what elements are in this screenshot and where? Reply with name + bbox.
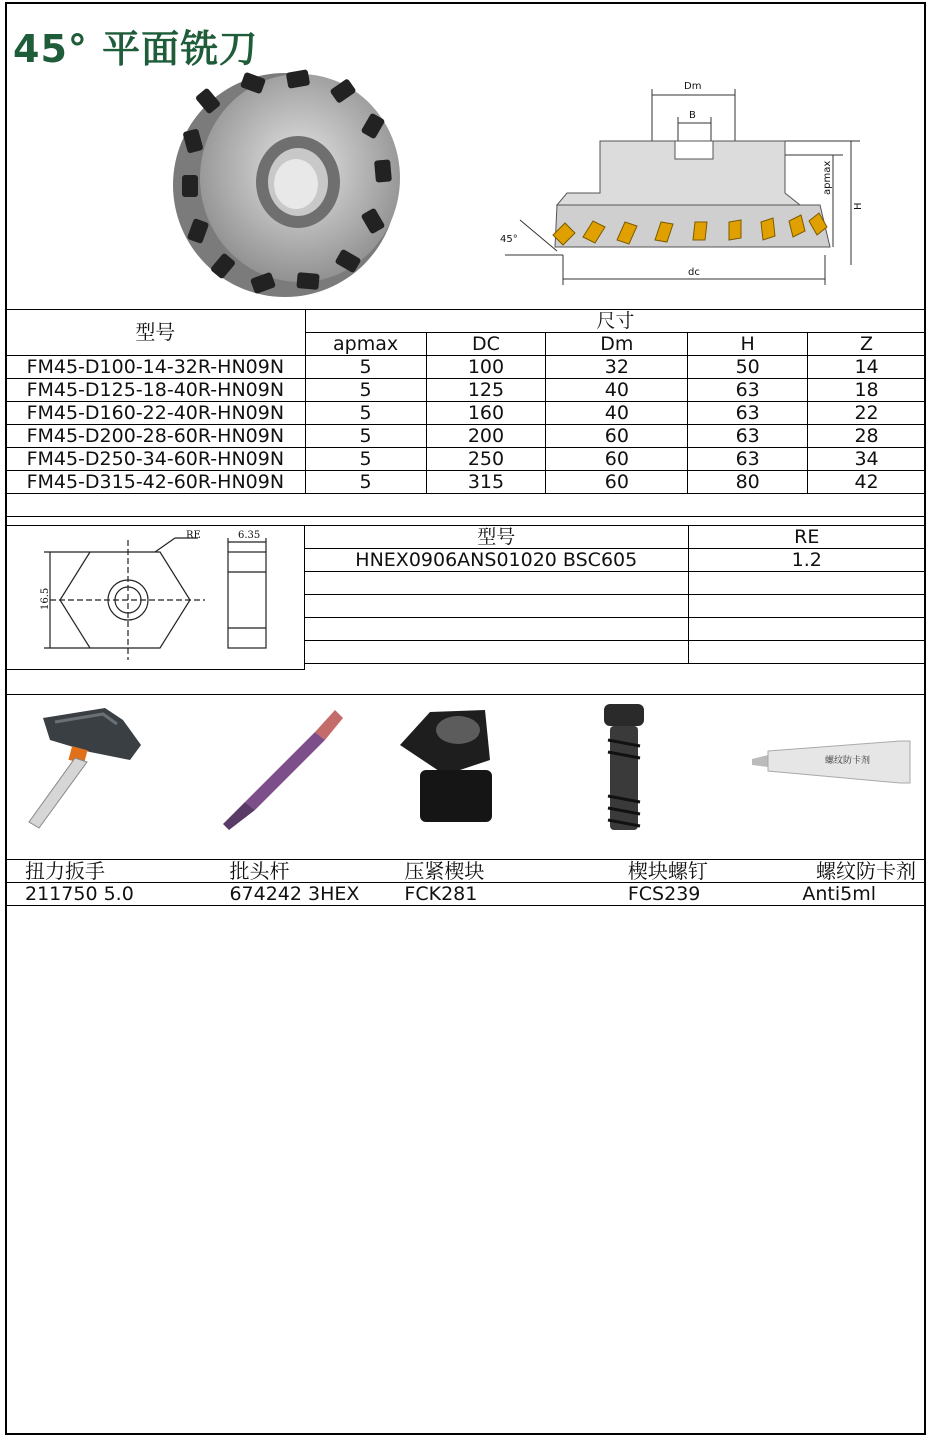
table-row [305,549,926,572]
col-dm: Dm [546,333,688,356]
row-model: FM45-D250-34-60R-HN09N [6,448,306,471]
col-apmax: apmax [305,333,426,356]
row-dm: 32 [546,356,688,379]
empty-cell [305,572,689,595]
row-model: FM45-D200-28-60R-HN09N [6,425,306,448]
row-z: 22 [808,402,926,425]
table-row [6,425,926,448]
row-model: FM45-D160-22-40R-HN09N [6,402,306,425]
empty-cell [688,618,925,641]
row-apmax: 5 [305,471,426,494]
cutter-dimension-drawing [495,75,875,290]
wedge-screw-image [590,700,660,835]
empty-cell [688,572,925,595]
row-apmax: 5 [305,402,426,425]
row-dm: 60 [546,425,688,448]
dim-size-label: 16.5 [40,587,51,610]
row-model: FM45-D100-14-32R-HN09N [6,356,306,379]
table-row [6,379,926,402]
row-dc: 200 [426,425,546,448]
col-z: Z [808,333,926,356]
insert-re-header: RE [688,526,925,549]
row-dm: 40 [546,379,688,402]
clamp-wedge-image [390,700,510,835]
divider [5,694,926,695]
insert-drawing [30,530,280,665]
row-dc: 315 [426,471,546,494]
row-dm: 60 [546,448,688,471]
row-z: 14 [808,356,926,379]
acc-name-bit-holder: 批头杆 [199,860,394,883]
acc-name-anti-seize: 螺纹防卡剂 [802,860,926,883]
table-row [6,471,926,494]
spacer-row [6,494,926,517]
row-h: 63 [688,425,808,448]
insert-table [304,525,926,664]
bit-holder-image [215,700,350,835]
page-title: 45° 平面铣刀 [13,27,259,71]
row-apmax: 5 [305,448,426,471]
cutter-photo [160,60,400,300]
row-h: 80 [688,471,808,494]
row-h: 63 [688,402,808,425]
row-h: 63 [688,379,808,402]
row-apmax: 5 [305,356,426,379]
insert-model: HNEX0906ANS01020 BSC605 [305,549,689,572]
anti-seize-tube-image [750,735,915,790]
dim-dc-label: dc [688,267,700,278]
row-h: 50 [688,356,808,379]
empty-cell [305,618,689,641]
row-apmax: 5 [305,379,426,402]
insert-re: 1.2 [688,549,925,572]
table-row [6,402,926,425]
acc-name-torque-wrench: 扭力扳手 [5,860,199,883]
row-dm: 60 [546,471,688,494]
acc-code-wedge-screw: FCS239 [598,883,802,906]
row-apmax: 5 [305,425,426,448]
table-row [305,641,926,664]
dim-re-label: RE [186,530,201,541]
row-dc: 125 [426,379,546,402]
row-model: FM45-D315-42-60R-HN09N [6,471,306,494]
empty-cell [305,595,689,618]
dim-angle-label: 45° [500,234,518,245]
acc-code-anti-seize: Anti5ml [802,883,926,906]
acc-code-clamp-wedge: FCK281 [394,883,597,906]
row-z: 34 [808,448,926,471]
torque-wrench-image [15,700,150,835]
size-header: 尺寸 [305,310,925,333]
acc-code-torque-wrench: 211750 5.0 [5,883,199,906]
dim-dm-label: Dm [684,81,702,92]
row-dc: 250 [426,448,546,471]
empty-cell [688,641,925,664]
dim-b-label: B [689,110,696,121]
empty-cell [305,641,689,664]
model-header: 型号 [6,310,306,356]
dim-h-label: H [853,202,864,210]
row-model: FM45-D125-18-40R-HN09N [6,379,306,402]
col-dc: DC [426,333,546,356]
insert-model-header: 型号 [305,526,689,549]
table-row [6,356,926,379]
tube-label: 螺纹防卡剂 [825,756,871,766]
acc-name-clamp-wedge: 压紧楔块 [394,860,597,883]
row-z: 28 [808,425,926,448]
row-dc: 160 [426,402,546,425]
row-z: 42 [808,471,926,494]
empty-cell [688,595,925,618]
row-dm: 40 [546,402,688,425]
table-row [305,618,926,641]
acc-code-bit-holder: 674242 3HEX [199,883,394,906]
row-z: 18 [808,379,926,402]
accessory-table [5,859,926,906]
acc-name-wedge-screw: 楔块螺钉 [598,860,802,883]
table-row [305,572,926,595]
row-h: 63 [688,448,808,471]
table-row [6,448,926,471]
row-dc: 100 [426,356,546,379]
col-h: H [688,333,808,356]
dim-apmax-label: apmax [822,160,833,195]
table-row [305,595,926,618]
spec-table [5,309,926,517]
dim-thickness-label: 6.35 [238,530,261,541]
